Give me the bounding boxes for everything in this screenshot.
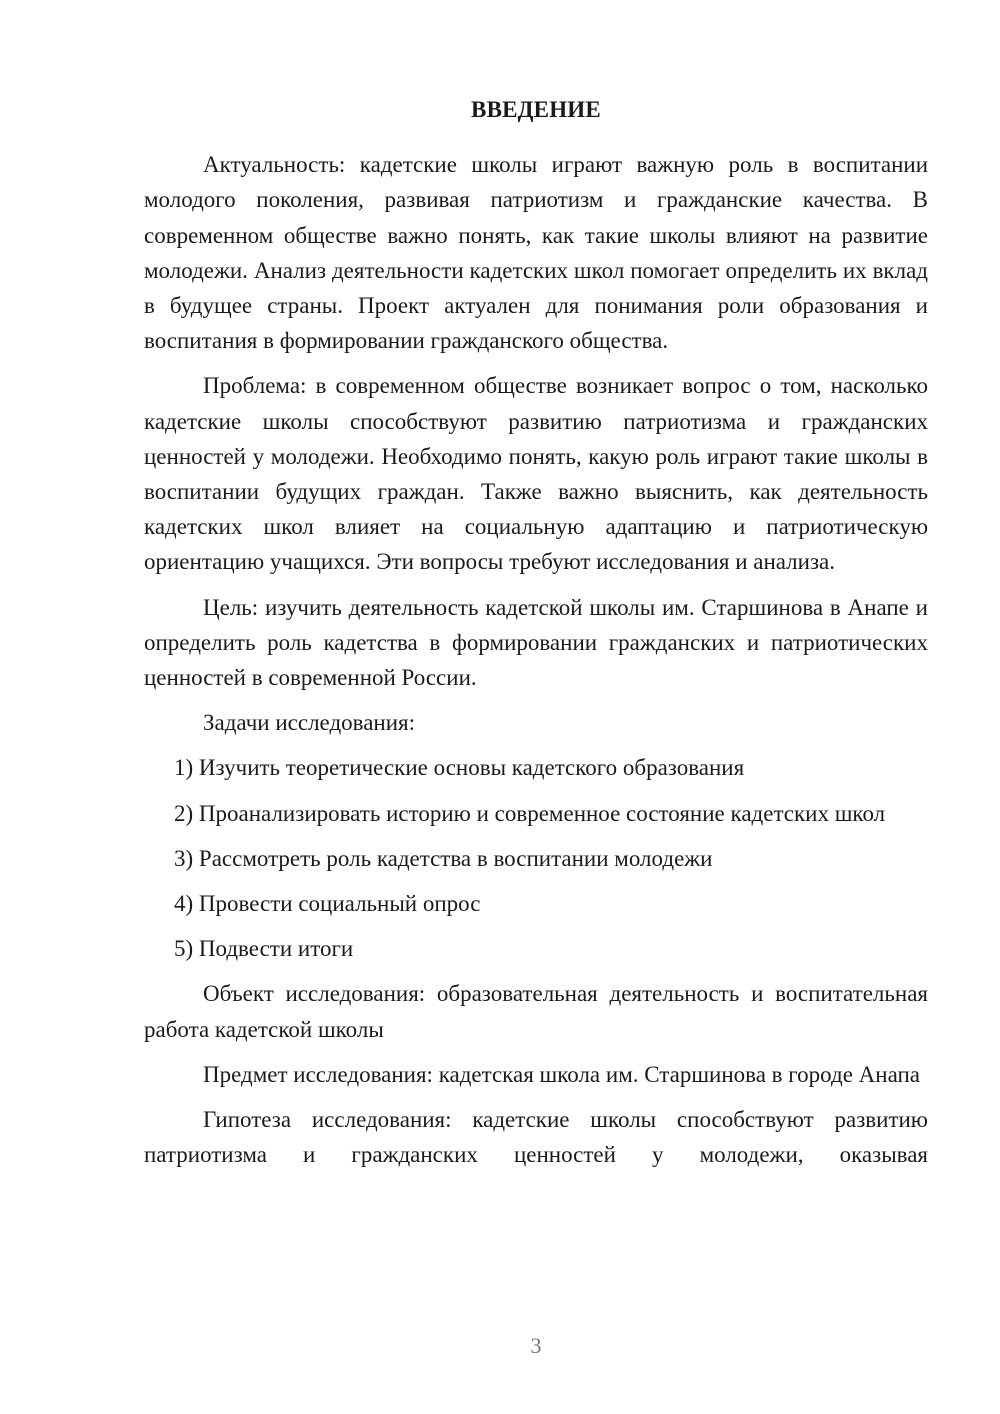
task-item: 3) Рассмотреть роль кадетства в воспитании молодежи [174, 845, 713, 871]
paragraph-goal: Цель: изучить деятельность кадетской школы им. Старшинова в Анапе и определить роль кадетства в формировании гражданских и патриотических ценностей в современной России. [144, 594, 928, 691]
task-item: 1) Изучить теоретические основы кадетского образования [174, 755, 745, 781]
paragraph-problem: Проблема: в современном обществе возникает вопрос о том, насколько кадетские школы способствуют развитию патриотизма и гражданских ценностей у молодежи. Необходимо понять, какую роль играют такие школы в воспитании будущих граждан. Также важно выяснить, как деятельность кадетских школ влияет на социальную адаптацию и патриотическую ориентацию учащихся. Эти вопросы требуют исследования и анализа. [144, 373, 928, 575]
section-title: ВВЕДЕНИЕ [471, 97, 601, 122]
paragraph-object: Объект исследования: образовательная деятельность и воспитательная работа кадетской школы [144, 981, 928, 1042]
paragraph-relevance: Актуальность: кадетские школы играют важную роль в воспитании молодого поколения, развивая патриотизм и гражданские качества. В современном обществе важно понять, как такие школы влияют на развитие молодежи. Анализ деятельности кадетских школ помогает определить их вклад в будущее страны. Проект актуален для понимания роли образования и воспитания в формировании гражданского общества. [144, 152, 928, 354]
task-item: 4) Провести социальный опрос [174, 891, 481, 917]
task-item: 2) Проанализировать историю и современное состояние кадетских школ [174, 800, 886, 826]
page-content [144, 92, 928, 1182]
page-number: 3 [530, 1333, 542, 1358]
task-item: 5) Подвести итоги [174, 936, 354, 962]
tasks-heading: Задачи исследования: [203, 710, 416, 736]
paragraph-subject: Предмет исследования: кадетская школа им. Старшинова в городе Анапа [203, 1061, 920, 1087]
paragraph-hypothesis: Гипотеза исследования: кадетские школы способствуют развитию патриотизма и гражданских ценностей у молодежи, оказывая [144, 1107, 928, 1168]
